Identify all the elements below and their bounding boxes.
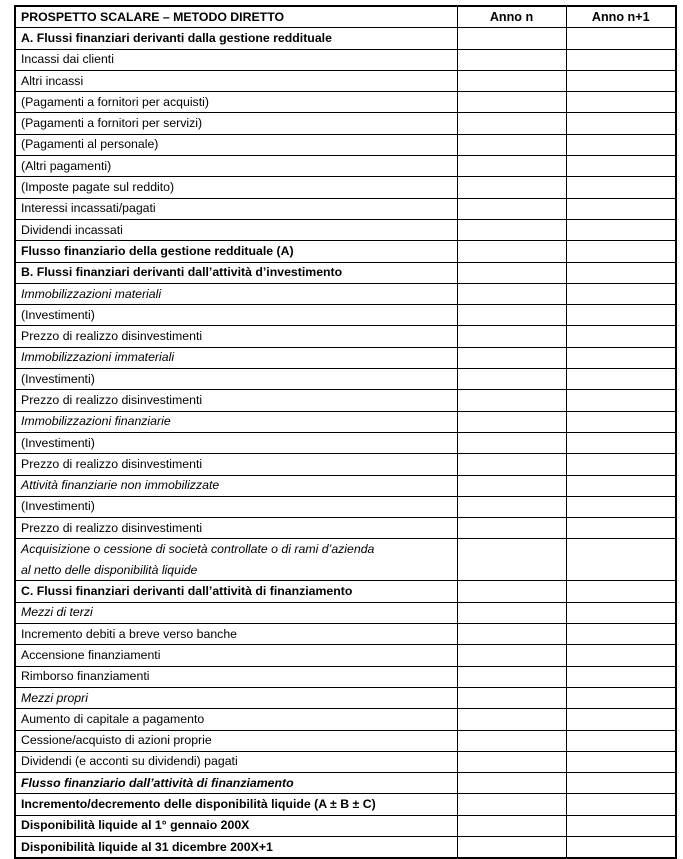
table-row [15,518,676,539]
table-row [15,28,676,49]
cell-anno-n1[interactable] [566,815,676,836]
cell-anno-n[interactable] [457,666,566,687]
row-label: C. Flussi finanziari derivanti dall’attività di finanziamento [15,581,457,602]
table-row [15,581,676,602]
statement-title-cell: PROSPETTO SCALARE – METODO DIRETTO [15,6,457,28]
cell-anno-n1[interactable] [566,454,676,475]
cell-anno-n1[interactable] [566,177,676,198]
table-row [15,432,676,453]
table-row [15,709,676,730]
row-label: Prezzo di realizzo disinvestimenti [15,518,457,539]
cell-anno-n[interactable] [457,496,566,517]
row-label: Incremento/decremento delle disponibilità liquide (A ± B ± C) [15,794,457,815]
table-body [15,6,676,858]
row-label-line2: al netto delle disponibilità liquide [21,562,198,577]
row-label: Attività finanziarie non immobilizzate [15,475,457,496]
table-row [15,49,676,70]
cell-anno-n[interactable] [457,432,566,453]
table-row [15,92,676,113]
cell-anno-n1[interactable] [566,709,676,730]
cell-anno-n[interactable] [457,198,566,219]
cell-anno-n1[interactable] [566,581,676,602]
cell-anno-n1[interactable] [566,475,676,496]
cell-anno-n1[interactable] [566,28,676,49]
row-label: Disponibilità liquide al 1° gennaio 200X [15,815,457,836]
table-row [15,475,676,496]
table-row [15,177,676,198]
row-label: B. Flussi finanziari derivanti dall’attività d’investimento [15,262,457,283]
table-row [15,283,676,304]
cell-anno-n1[interactable] [566,518,676,539]
table-row [15,134,676,155]
row-label: Rimborso finanziamenti [15,666,457,687]
cell-anno-n1[interactable] [566,198,676,219]
cell-anno-n[interactable] [457,390,566,411]
cell-anno-n1[interactable] [566,794,676,815]
row-label: Cessione/acquisto di azioni proprie [15,730,457,751]
table-row [15,262,676,283]
cell-anno-n[interactable] [457,156,566,177]
row-label: Incremento debiti a breve verso banche [15,624,457,645]
table-row [15,219,676,240]
cell-anno-n1[interactable] [566,369,676,390]
row-label: Flusso finanziario della gestione reddituale (A) [15,241,457,262]
cell-anno-n[interactable] [457,369,566,390]
table-row [15,305,676,326]
cell-anno-n[interactable] [457,241,566,262]
cell-anno-n[interactable] [457,219,566,240]
cell-anno-n[interactable] [457,113,566,134]
column-header-anno-n1: Anno n+1 [566,6,676,28]
cell-anno-n1[interactable] [566,624,676,645]
cell-anno-n[interactable] [457,177,566,198]
cell-anno-n1[interactable] [566,645,676,666]
table-row [15,751,676,772]
table-row [15,198,676,219]
table-row [15,645,676,666]
row-label: (Pagamenti a fornitori per acquisti) [15,92,457,113]
table-row [15,496,676,517]
cell-anno-n1[interactable] [566,602,676,623]
row-label: Dividendi (e acconti su dividendi) pagati [15,751,457,772]
cell-anno-n1[interactable] [566,432,676,453]
cell-anno-n1[interactable] [566,390,676,411]
cell-anno-n[interactable] [457,518,566,539]
table-row [15,454,676,475]
table-row [15,624,676,645]
cell-anno-n[interactable] [457,411,566,432]
cell-anno-n1[interactable] [566,411,676,432]
row-label: Prezzo di realizzo disinvestimenti [15,326,457,347]
cash-flow-statement-table [14,5,677,859]
table-row [15,539,676,581]
row-label: (Investimenti) [15,369,457,390]
table-row [15,326,676,347]
cell-anno-n[interactable] [457,92,566,113]
cell-anno-n[interactable] [457,602,566,623]
cell-anno-n1[interactable] [566,219,676,240]
row-label: Interessi incassati/pagati [15,198,457,219]
cell-anno-n1[interactable] [566,496,676,517]
table-row [15,773,676,794]
row-label: Aumento di capitale a pagamento [15,709,457,730]
cell-anno-n[interactable] [457,134,566,155]
cell-anno-n[interactable] [457,539,566,581]
cell-anno-n[interactable] [457,347,566,368]
row-label: (Investimenti) [15,496,457,517]
row-label: (Investimenti) [15,305,457,326]
row-label: Mezzi propri [15,687,457,708]
cell-anno-n1[interactable] [566,113,676,134]
cell-anno-n1[interactable] [566,305,676,326]
cell-anno-n[interactable] [457,262,566,283]
cell-anno-n[interactable] [457,454,566,475]
table-row [15,156,676,177]
cell-anno-n[interactable] [457,28,566,49]
cell-anno-n1[interactable] [566,751,676,772]
table-row [15,730,676,751]
cell-anno-n1[interactable] [566,773,676,794]
table-row [15,390,676,411]
row-label: (Pagamenti a fornitori per servizi) [15,113,457,134]
row-label: Immobilizzazioni materiali [15,283,457,304]
row-label: Prezzo di realizzo disinvestimenti [15,390,457,411]
table-row [15,687,676,708]
row-label: (Imposte pagate sul reddito) [15,177,457,198]
cell-anno-n1[interactable] [566,262,676,283]
cell-anno-n[interactable] [457,687,566,708]
table-row [15,602,676,623]
cell-anno-n[interactable] [457,645,566,666]
cell-anno-n1[interactable] [566,730,676,751]
row-label: Immobilizzazioni finanziarie [15,411,457,432]
row-label: Dividendi incassati [15,219,457,240]
cell-anno-n[interactable] [457,70,566,91]
cell-anno-n1[interactable] [566,49,676,70]
table-row [15,241,676,262]
row-label: (Investimenti) [15,432,457,453]
row-label: Altri incassi [15,70,457,91]
row-label: (Altri pagamenti) [15,156,457,177]
cell-anno-n[interactable] [457,326,566,347]
row-label: Accensione finanziamenti [15,645,457,666]
row-label: Prezzo di realizzo disinvestimenti [15,454,457,475]
cell-anno-n[interactable] [457,751,566,772]
row-label: Disponibilità liquide al 31 dicembre 200X+1 [15,836,457,858]
cell-anno-n1[interactable] [566,92,676,113]
row-label: Acquisizione o cessione di società controllate o di rami d’azienda al netto delle disponibilità liquide [15,539,457,581]
cell-anno-n1[interactable] [566,134,676,155]
cell-anno-n[interactable] [457,624,566,645]
cell-anno-n[interactable] [457,283,566,304]
cell-anno-n[interactable] [457,794,566,815]
row-label: Immobilizzazioni immateriali [15,347,457,368]
cell-anno-n1[interactable] [566,836,676,858]
table-row [15,347,676,368]
cell-anno-n1[interactable] [566,687,676,708]
cell-anno-n1[interactable] [566,241,676,262]
table-row [15,836,676,858]
table-row [15,411,676,432]
table-row [15,113,676,134]
cell-anno-n[interactable] [457,581,566,602]
table-header-row [15,6,676,28]
table-row [15,815,676,836]
cell-anno-n[interactable] [457,475,566,496]
column-header-anno-n: Anno n [457,6,566,28]
row-label: A. Flussi finanziari derivanti dalla gestione reddituale [15,28,457,49]
row-label: Mezzi di terzi [15,602,457,623]
cell-anno-n1[interactable] [566,326,676,347]
cell-anno-n1[interactable] [566,666,676,687]
table-row [15,794,676,815]
cell-anno-n1[interactable] [566,347,676,368]
cell-anno-n[interactable] [457,773,566,794]
cell-anno-n[interactable] [457,709,566,730]
table-row [15,369,676,390]
cell-anno-n1[interactable] [566,70,676,91]
row-label: Flusso finanziario dall’attività di finanziamento [15,773,457,794]
cell-anno-n[interactable] [457,305,566,326]
cell-anno-n1[interactable] [566,156,676,177]
cell-anno-n1[interactable] [566,539,676,581]
table-row [15,70,676,91]
cell-anno-n1[interactable] [566,283,676,304]
cell-anno-n[interactable] [457,49,566,70]
cell-anno-n[interactable] [457,815,566,836]
row-label: Incassi dai clienti [15,49,457,70]
table-row [15,666,676,687]
cell-anno-n[interactable] [457,730,566,751]
row-label: (Pagamenti al personale) [15,134,457,155]
cell-anno-n[interactable] [457,836,566,858]
